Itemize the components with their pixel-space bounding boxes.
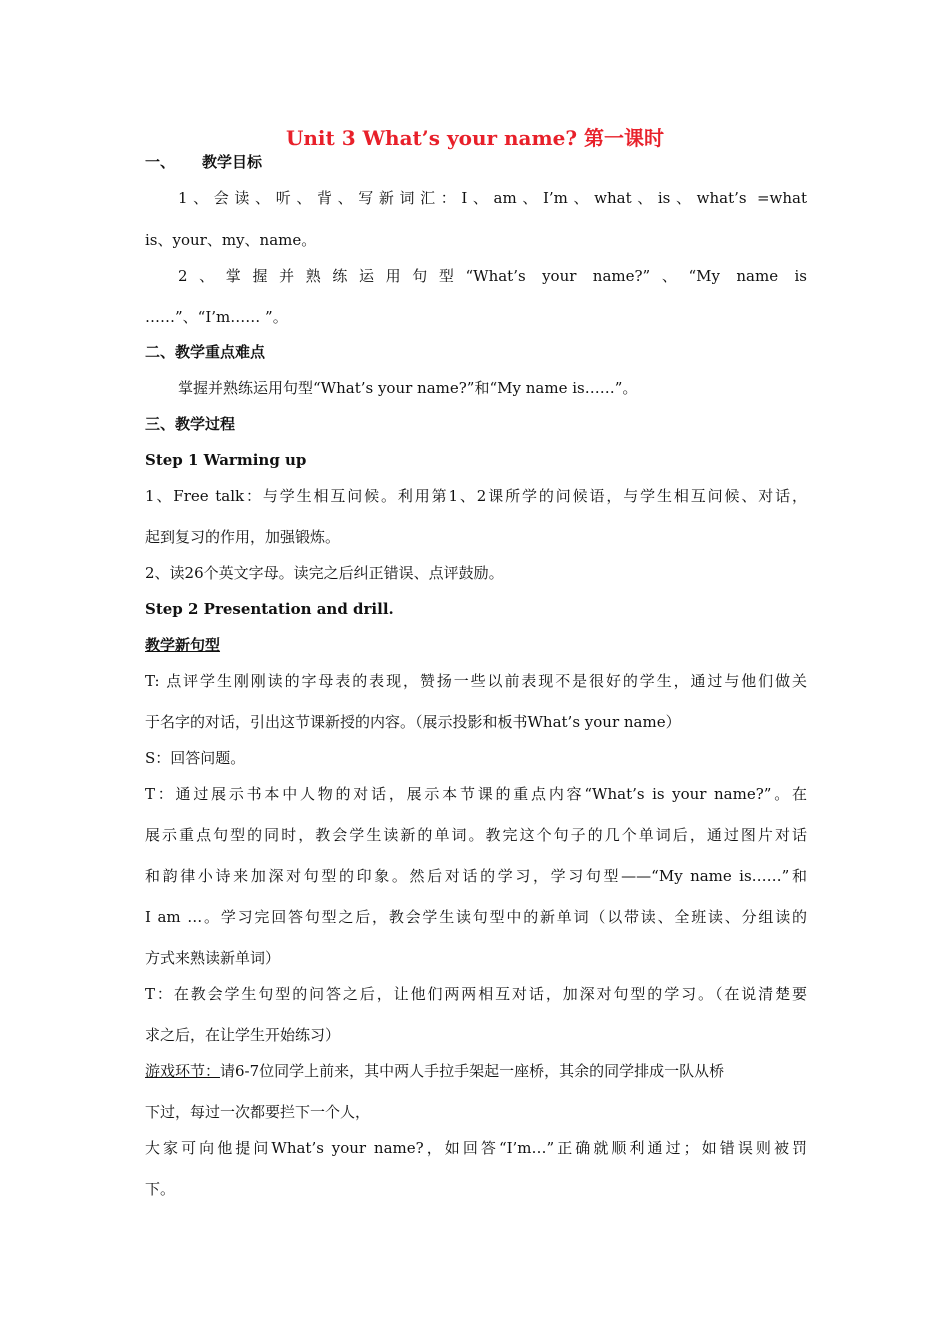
step1-p2: 2、读26个英文字母。读完之后纠正错误、点评鼓励。 (145, 564, 504, 582)
t2-line5: 方式来熟读新单词） (145, 949, 281, 967)
t1-line1: T: 点评学生刚刚读的字母表的表现，赞扬一些以前表现不是很好的学生，通过与他们做关 (145, 672, 807, 690)
t2-line1: T：通过展示书本中人物的对话，展示本节课的重点内容“What’s is your name?”。在 (145, 785, 807, 803)
game-line2: 下过，每过一次都要拦下一个人， (145, 1103, 371, 1121)
goal1-line2: is、your、my、name。 (145, 231, 317, 249)
goal2-line2: ……”、“I’m…… ”。 (145, 308, 288, 326)
t3-line1: T：在教会学生句型的问答之后，让他们两两相互对话，加深对句型的学习。（在说清楚要 (145, 985, 807, 1003)
t1-line2: 于名字的对话，引出这节课新授的内容。（展示投影和板书What’s your name） (145, 713, 681, 731)
game-line3: 大家可向他提问What’s your name?，如回答“I’m…”正确就顺利通过；如错误则被罚 (145, 1139, 807, 1157)
step2-subheading: 教学新句型 (145, 636, 221, 654)
section1-heading (145, 152, 807, 172)
step1-p1-line1: 1、Free talk：与学生相互问候。利用第1、2课所学的问候语，与学生相互问候、对话， (145, 487, 807, 505)
t2-line3: 和韵律小诗来加深对句型的印象。然后对话的学习，学习句型——“My name is……”和 (145, 867, 807, 885)
game-line4: 下。 (145, 1180, 176, 1198)
section1-number: 一、 (145, 153, 176, 171)
t2-line2: 展示重点句型的同时，教会学生读新的单词。教完这个句子的几个单词后，通过图片对话 (145, 826, 807, 844)
game-label: 游戏环节： (145, 1062, 221, 1080)
section2-heading: 二、教学重点难点 (145, 343, 266, 361)
document-title: Unit 3 What’s your name? 第一课时 (285, 126, 665, 150)
section1-title: 教学目标 (202, 153, 263, 171)
game-line1 (145, 1061, 807, 1081)
section2-text: 掌握并熟练运用句型“What’s your name?”和“My name is……”。 (178, 379, 638, 397)
t2-line4: I am …。学习完回答句型之后，教会学生读句型中的新单词（以带读、全班读、分组读的 (145, 908, 807, 926)
section3-heading: 三、教学过程 (145, 415, 236, 433)
game-line1-text: 请6-7位同学上前来，其中两人手拉手架起一座桥，其余的同学排成一队从桥 (220, 1062, 725, 1080)
goal1-line1: 1、会读、听、背、写新词汇：I、am、I’m、what、is、what’s =what (178, 189, 807, 207)
goal2-line1: 2、掌握并熟练运用句型“What’s your name?”、“My name is (178, 267, 807, 285)
s1-line: S：回答问题。 (145, 749, 246, 767)
step1-heading: Step 1 Warming up (145, 451, 307, 469)
step2-heading: Step 2 Presentation and drill. (145, 600, 394, 618)
step1-p1-line2: 起到复习的作用，加强锻炼。 (145, 528, 341, 546)
t3-line2: 求之后，在让学生开始练习） (145, 1026, 341, 1044)
